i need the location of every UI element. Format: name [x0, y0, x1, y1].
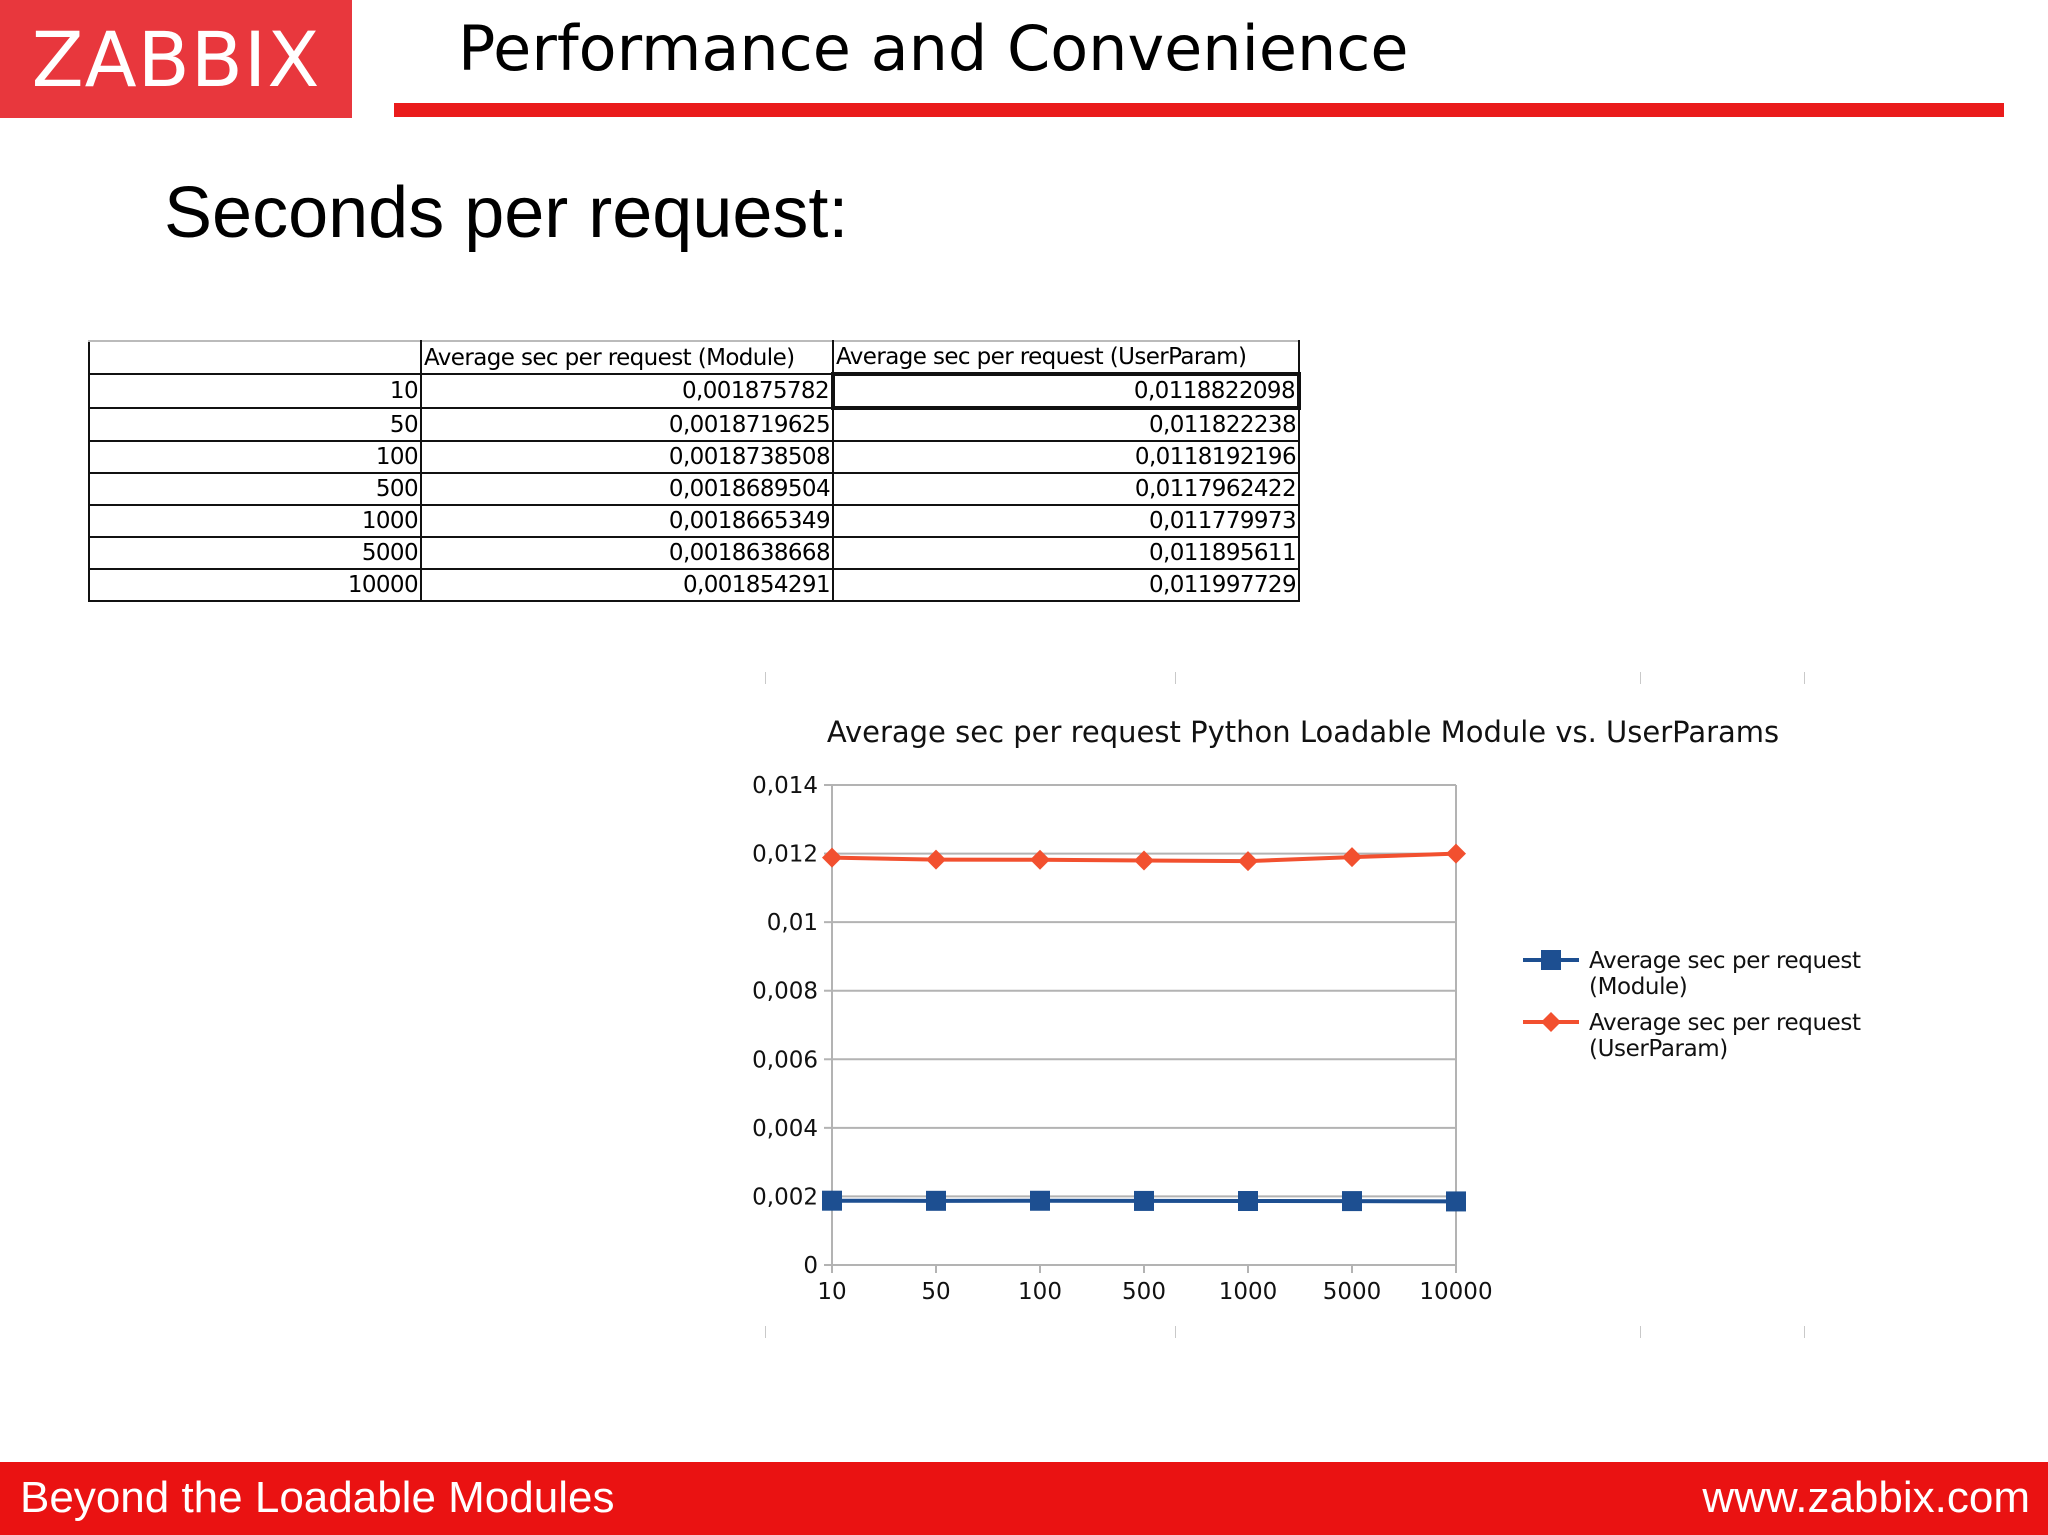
table-cell[interactable]: 0,011779973: [833, 505, 1299, 537]
table-cell[interactable]: 0,0018665349: [421, 505, 833, 537]
table-row: [89, 569, 1299, 601]
data-point-module: [1134, 1191, 1154, 1211]
table-cell[interactable]: 100: [89, 441, 421, 473]
zabbix-logo: ZABBIX: [0, 0, 352, 118]
table-header-row: [89, 341, 1299, 374]
table-cell[interactable]: 0,0117962422: [833, 473, 1299, 505]
table-row: [89, 537, 1299, 569]
table-cell[interactable]: 5000: [89, 537, 421, 569]
y-tick-label: 0,006: [752, 1047, 818, 1074]
y-tick-labels: [752, 773, 818, 1279]
table-cell[interactable]: 0,011895611: [833, 537, 1299, 569]
table-cell-selected[interactable]: 0,0118822098: [833, 374, 1299, 408]
y-tick-label: 0,008: [752, 978, 818, 1005]
legend-label-userparam: (UserParam): [1589, 1036, 1728, 1062]
table-cell[interactable]: 0,001875782: [421, 374, 833, 408]
legend-label-userparam: Average sec per request: [1589, 1010, 1861, 1036]
x-tick-label: 10: [817, 1279, 847, 1305]
y-tick-label: 0,004: [752, 1115, 818, 1142]
data-point-module: [1030, 1191, 1050, 1211]
table-cell[interactable]: 10: [89, 374, 421, 408]
legend-marker-module: [1541, 950, 1561, 970]
table-row: [89, 473, 1299, 505]
data-point-userparam: [1342, 847, 1362, 867]
legend-label-module: Average sec per request: [1589, 948, 1861, 974]
footer-bar: [0, 1462, 2048, 1535]
footer-url[interactable]: www.zabbix.com: [1702, 1473, 2030, 1522]
x-tick-label: 1000: [1218, 1279, 1278, 1305]
data-point-module: [926, 1191, 946, 1211]
table-cell[interactable]: 0,0018638668: [421, 537, 833, 569]
legend-marker-userparam: [1541, 1012, 1561, 1032]
x-tick-label: 50: [921, 1279, 951, 1305]
data-point-userparam: [822, 848, 842, 868]
table-cell[interactable]: 500: [89, 473, 421, 505]
y-tick-label: 0,01: [766, 910, 818, 937]
table-header-cell: [89, 341, 421, 374]
slide-heading: Seconds per request:: [164, 173, 849, 253]
table-row: [89, 441, 1299, 473]
y-tick-label: 0,002: [752, 1184, 818, 1211]
table-row: [89, 505, 1299, 537]
table-cell[interactable]: 10000: [89, 569, 421, 601]
chart-title: Average sec per request Python Loadable Module vs. UserParams: [826, 715, 1780, 749]
table-row: [89, 374, 1299, 408]
table-cell[interactable]: 0,011997729: [833, 569, 1299, 601]
header-title: Performance and Convenience: [458, 12, 1409, 85]
performance-line-chart: [720, 680, 1900, 1340]
header-rule: [394, 103, 2004, 117]
y-tick-label: 0: [803, 1253, 818, 1279]
table-header-cell: Average sec per request (Module): [421, 341, 833, 374]
x-tick-labels: [817, 1279, 1492, 1305]
table-cell[interactable]: 0,0118192196: [833, 441, 1299, 473]
table-cell[interactable]: 0,0018719625: [421, 408, 833, 441]
table-cell[interactable]: 0,0018689504: [421, 473, 833, 505]
results-table: [88, 340, 1301, 602]
chart-series: [822, 844, 1466, 1212]
data-point-module: [1446, 1191, 1466, 1211]
data-point-module: [1342, 1191, 1362, 1211]
x-tick-label: 10000: [1419, 1279, 1493, 1305]
data-point-module: [1238, 1191, 1258, 1211]
data-point-userparam: [1446, 844, 1466, 864]
table-header-cell: Average sec per request (UserParam): [833, 341, 1299, 374]
table-row: [89, 408, 1299, 441]
footer-title: Beyond the Loadable Modules: [20, 1473, 615, 1522]
table-cell[interactable]: 0,001854291: [421, 569, 833, 601]
y-tick-label: 0,014: [752, 773, 818, 799]
y-tick-label: 0,012: [752, 841, 818, 868]
chart-legend: [1523, 948, 1861, 1062]
data-point-module: [822, 1191, 842, 1211]
legend-label-module: (Module): [1589, 974, 1688, 1000]
table-cell[interactable]: 0,011822238: [833, 408, 1299, 441]
table-cell[interactable]: 0,0018738508: [421, 441, 833, 473]
table-cell[interactable]: 1000: [89, 505, 421, 537]
x-tick-label: 500: [1122, 1279, 1166, 1305]
x-tick-label: 100: [1018, 1279, 1062, 1305]
table-cell[interactable]: 50: [89, 408, 421, 441]
x-tick-label: 5000: [1322, 1279, 1382, 1305]
